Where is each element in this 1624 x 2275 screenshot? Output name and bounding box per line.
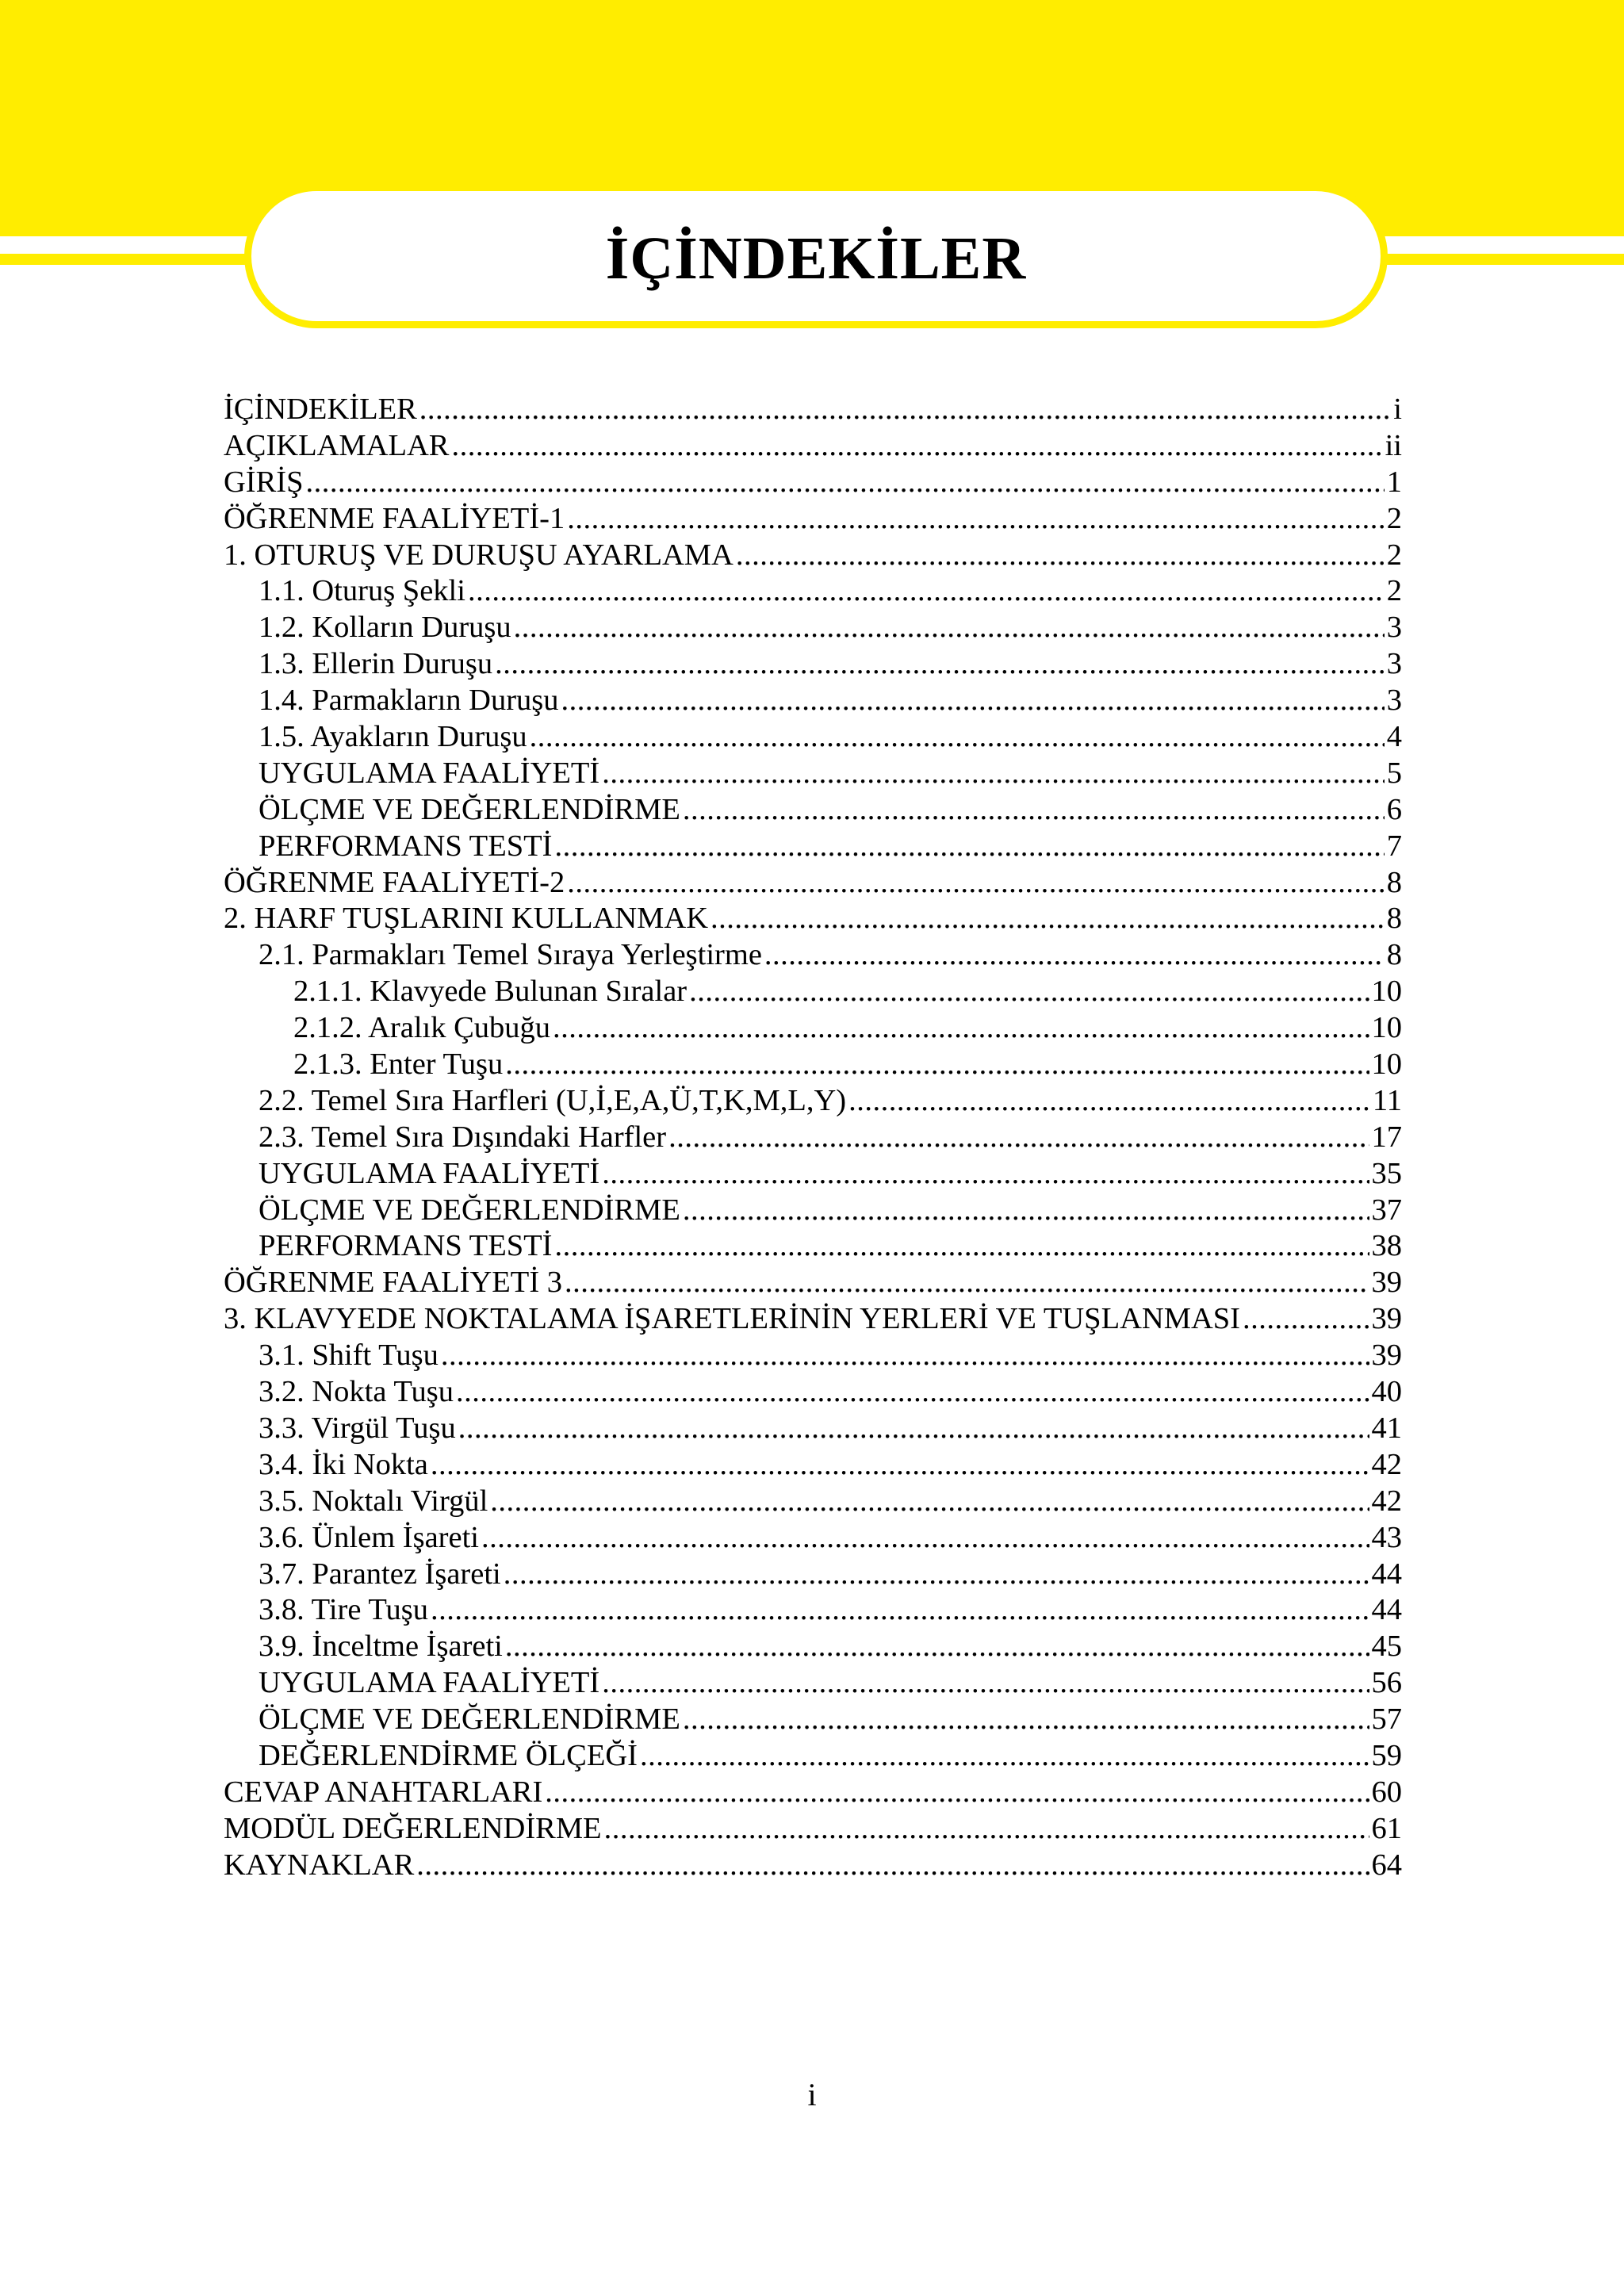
toc-entry[interactable] <box>224 1338 1402 1374</box>
toc-leader-dots <box>689 974 1369 1010</box>
toc-entry[interactable] <box>224 1738 1402 1775</box>
toc-leader-dots <box>306 465 1385 501</box>
toc-entry[interactable] <box>224 1193 1402 1229</box>
toc-leader-dots <box>565 1265 1369 1301</box>
toc-entry[interactable] <box>224 1265 1402 1301</box>
toc-entry[interactable] <box>224 792 1402 829</box>
header-divider-gap-right <box>1376 236 1624 254</box>
toc-entry-label: 3.4. İki Nokta <box>259 1447 428 1481</box>
page-number: i <box>807 2077 817 2112</box>
toc-entry-page: 5 <box>1386 756 1402 790</box>
toc-entry-page: 60 <box>1371 1775 1402 1809</box>
toc-entry-label: MODÜL DEĞERLENDİRME <box>224 1811 602 1845</box>
toc-entry-page: 38 <box>1371 1229 1402 1263</box>
toc-leader-dots <box>468 573 1385 610</box>
toc-entry-page: 61 <box>1371 1811 1402 1845</box>
toc-entry[interactable] <box>224 865 1402 902</box>
toc-entry-label: ÖĞRENME FAALİYETİ-1 <box>224 501 565 535</box>
toc-entry-page: 39 <box>1371 1302 1402 1336</box>
toc-entry-label: ÖĞRENME FAALİYETİ 3 <box>224 1266 563 1300</box>
toc-entry-label: 3.9. İnceltme İşareti <box>259 1630 503 1664</box>
toc-entry-label: 2.1.2. Aralık Çubuğu <box>293 1011 551 1045</box>
toc-entry-label: ÖĞRENME FAALİYETİ-2 <box>224 865 565 899</box>
toc-entry[interactable] <box>224 719 1402 756</box>
toc-entry-label: 2.2. Temel Sıra Harfleri (U,İ,E,A,Ü,T,K,M,L,Y) <box>259 1083 847 1117</box>
toc-entry[interactable] <box>224 1484 1402 1520</box>
toc-leader-dots <box>416 1848 1369 1884</box>
toc-entry-page: 41 <box>1371 1411 1402 1445</box>
toc-entry-label: ÖLÇME VE DEĞERLENDİRME <box>259 792 680 826</box>
toc-entry-page: 3 <box>1386 647 1402 681</box>
toc-entry[interactable] <box>224 392 1402 428</box>
toc-entry[interactable] <box>224 610 1402 646</box>
toc-entry[interactable] <box>224 1775 1402 1811</box>
toc-entry[interactable] <box>224 1629 1402 1665</box>
toc-leader-dots <box>530 719 1385 756</box>
toc-entry-page: 45 <box>1371 1630 1402 1664</box>
toc-leader-dots <box>505 1629 1369 1665</box>
title-box <box>244 184 1388 328</box>
toc-entry-page: 10 <box>1371 975 1402 1009</box>
toc-entry[interactable] <box>224 1520 1402 1557</box>
toc-leader-dots <box>640 1738 1369 1775</box>
toc-entry-page: 39 <box>1371 1266 1402 1300</box>
toc-entry[interactable] <box>224 538 1402 574</box>
toc-leader-dots <box>602 756 1385 792</box>
toc-entry-page: 4 <box>1386 720 1402 754</box>
toc-entry-label: 2.3. Temel Sıra Dışındaki Harfler <box>259 1120 667 1154</box>
toc-entry[interactable] <box>224 1374 1402 1411</box>
toc-entry[interactable] <box>224 501 1402 538</box>
toc-entry-label: PERFORMANS TESTİ <box>259 1229 553 1263</box>
toc-entry-label: 3.1. Shift Tuşu <box>259 1339 439 1373</box>
toc-entry-page: 42 <box>1371 1447 1402 1481</box>
toc-entry-page: 3 <box>1386 684 1402 718</box>
toc-entry-page: 7 <box>1386 829 1402 863</box>
toc-leader-dots <box>545 1775 1369 1811</box>
toc-entry[interactable] <box>224 1301 1402 1338</box>
toc-entry[interactable] <box>224 1592 1402 1629</box>
toc-entry-page: 11 <box>1372 1083 1402 1117</box>
toc-leader-dots <box>481 1520 1369 1557</box>
toc-entry-label: 3.5. Noktalı Virgül <box>259 1484 488 1518</box>
header-divider-gap-left <box>0 236 246 254</box>
toc-entry-page: 1 <box>1386 465 1402 499</box>
toc-entry-label: İÇİNDEKİLER <box>224 393 417 426</box>
toc-entry-page: 44 <box>1371 1593 1402 1627</box>
toc-entry[interactable] <box>224 1010 1402 1047</box>
toc-leader-dots <box>505 1047 1369 1083</box>
toc-entry-label: UYGULAMA FAALİYETİ <box>259 1666 600 1700</box>
header-stripe-left <box>0 254 246 265</box>
toc-entry-page: 59 <box>1371 1738 1402 1772</box>
toc-entry-label: 3. KLAVYEDE NOKTALAMA İŞARETLERİNİN YERLERİ VE TUŞLANMASI <box>224 1302 1240 1336</box>
toc-leader-dots <box>567 865 1385 902</box>
toc-entry-label: 3.3. Virgül Tuşu <box>259 1411 456 1445</box>
toc-entry-label: 3.8. Tire Tuşu <box>259 1593 429 1627</box>
toc-entry-page: 56 <box>1371 1666 1402 1700</box>
toc-leader-dots <box>514 610 1385 646</box>
toc-leader-dots <box>567 501 1385 538</box>
toc-entry-label: 1.3. Ellerin Duruşu <box>259 647 493 681</box>
toc-entry[interactable] <box>224 1156 1402 1193</box>
toc-leader-dots <box>451 428 1382 465</box>
toc-entry-label: 1. OTURUŞ VE DURUŞU AYARLAMA <box>224 538 733 572</box>
toc-entry-label: 3.7. Parantez İşareti <box>259 1557 501 1591</box>
toc-entry-label: 3.2. Nokta Tuşu <box>259 1375 454 1409</box>
toc-entry-label: UYGULAMA FAALİYETİ <box>259 756 600 790</box>
toc-leader-dots <box>553 1010 1369 1047</box>
toc-entry[interactable] <box>224 1447 1402 1484</box>
toc-entry[interactable] <box>224 1411 1402 1447</box>
toc-entry-page: 42 <box>1371 1484 1402 1518</box>
toc-entry-page: 10 <box>1371 1011 1402 1045</box>
toc-entry-label: 1.5. Ayakların Duruşu <box>259 720 527 754</box>
header-stripe-right <box>1376 254 1624 265</box>
toc-entry-label: 2.1.3. Enter Tuşu <box>293 1047 504 1082</box>
toc-leader-dots <box>848 1083 1370 1120</box>
toc-entry-page: 10 <box>1371 1047 1402 1082</box>
toc-entry-page: 8 <box>1386 865 1402 899</box>
toc-leader-dots <box>554 1228 1369 1265</box>
toc-entry-label: CEVAP ANAHTARLARI <box>224 1775 543 1809</box>
toc-entry-label: ÖLÇME VE DEĞERLENDİRME <box>259 1702 680 1737</box>
toc-entry-page: 2 <box>1386 501 1402 535</box>
toc-entry-label: 2.1.1. Klavyede Bulunan Sıralar <box>293 975 688 1009</box>
toc-entry[interactable] <box>224 756 1402 792</box>
toc-entry-page: ii <box>1385 428 1402 462</box>
toc-entry[interactable] <box>224 1557 1402 1593</box>
toc-entry[interactable] <box>224 1083 1402 1120</box>
toc-entry-page: 43 <box>1371 1520 1402 1554</box>
toc-leader-dots <box>490 1484 1369 1520</box>
toc-entry-label: GİRİŞ <box>224 465 304 499</box>
toc-leader-dots <box>431 1592 1369 1629</box>
toc-leader-dots <box>602 1156 1369 1193</box>
toc-leader-dots <box>456 1374 1369 1411</box>
toc-entry[interactable] <box>224 683 1402 719</box>
toc-leader-dots <box>602 1665 1369 1702</box>
toc-entry-page: 2 <box>1386 538 1402 572</box>
page-title: İÇİNDEKİLER <box>605 224 1027 292</box>
toc-entry-page: 6 <box>1386 792 1402 826</box>
toc-entry-label: 1.2. Kolların Duruşu <box>259 611 511 645</box>
toc-entry-label: 1.1. Oturuş Şekli <box>259 574 465 608</box>
toc-entry-page: 57 <box>1371 1702 1402 1737</box>
toc-leader-dots <box>441 1338 1369 1374</box>
toc-entry-page: 35 <box>1371 1156 1402 1190</box>
toc-leader-dots <box>419 392 1392 428</box>
toc-leader-dots <box>431 1447 1369 1484</box>
toc-entry-page: 64 <box>1371 1848 1402 1882</box>
toc-leader-dots <box>1243 1301 1369 1338</box>
toc-entry[interactable] <box>224 1848 1402 1884</box>
toc-entry[interactable] <box>224 1120 1402 1156</box>
toc-leader-dots <box>764 937 1385 974</box>
toc-entry[interactable] <box>224 646 1402 683</box>
toc-entry-label: KAYNAKLAR <box>224 1848 415 1882</box>
toc-leader-dots <box>683 1193 1369 1229</box>
toc-entry[interactable] <box>224 937 1402 974</box>
toc-entry[interactable] <box>224 573 1402 610</box>
toc-entry-label: 1.4. Parmakların Duruşu <box>259 684 559 718</box>
toc-entry[interactable] <box>224 428 1402 465</box>
toc-entry-label: 2. HARF TUŞLARINI KULLANMAK <box>224 902 709 936</box>
toc-entry-page: i <box>1393 393 1402 426</box>
toc-leader-dots <box>458 1411 1369 1447</box>
toc-entry[interactable] <box>224 1811 1402 1848</box>
toc-entry-label: 3.6. Ünlem İşareti <box>259 1520 479 1554</box>
toc-entry[interactable] <box>224 974 1402 1010</box>
toc-entry-label: ÖLÇME VE DEĞERLENDİRME <box>259 1193 680 1227</box>
table-of-contents <box>224 392 1402 1884</box>
toc-entry-label: UYGULAMA FAALİYETİ <box>259 1156 600 1190</box>
toc-leader-dots <box>554 829 1384 865</box>
toc-entry[interactable] <box>224 1047 1402 1083</box>
toc-entry-label: 2.1. Parmakları Temel Sıraya Yerleştirme <box>259 938 762 972</box>
toc-entry[interactable] <box>224 1665 1402 1702</box>
toc-leader-dots <box>710 901 1385 937</box>
toc-entry-page: 40 <box>1371 1375 1402 1409</box>
toc-leader-dots <box>683 792 1385 829</box>
toc-entry-page: 39 <box>1371 1339 1402 1373</box>
toc-entry-page: 8 <box>1386 902 1402 936</box>
toc-leader-dots <box>668 1120 1369 1156</box>
toc-entry[interactable] <box>224 1228 1402 1265</box>
toc-entry[interactable] <box>224 1702 1402 1738</box>
toc-leader-dots <box>504 1557 1369 1593</box>
toc-leader-dots <box>561 683 1385 719</box>
toc-entry-page: 8 <box>1386 938 1402 972</box>
toc-leader-dots <box>495 646 1385 683</box>
toc-leader-dots <box>604 1811 1369 1848</box>
toc-entry-label: PERFORMANS TESTİ <box>259 829 553 863</box>
toc-entry-page: 17 <box>1371 1120 1402 1154</box>
toc-entry-page: 37 <box>1371 1193 1402 1227</box>
toc-leader-dots <box>736 538 1385 574</box>
toc-leader-dots <box>683 1702 1369 1738</box>
toc-entry-page: 3 <box>1386 611 1402 645</box>
toc-entry[interactable] <box>224 829 1402 865</box>
toc-entry-page: 44 <box>1371 1557 1402 1591</box>
toc-entry-page: 2 <box>1386 574 1402 608</box>
toc-entry-label: AÇIKLAMALAR <box>224 428 450 462</box>
toc-entry[interactable] <box>224 465 1402 501</box>
toc-entry-label: DEĞERLENDİRME ÖLÇEĞİ <box>259 1738 638 1772</box>
toc-entry[interactable] <box>224 901 1402 937</box>
